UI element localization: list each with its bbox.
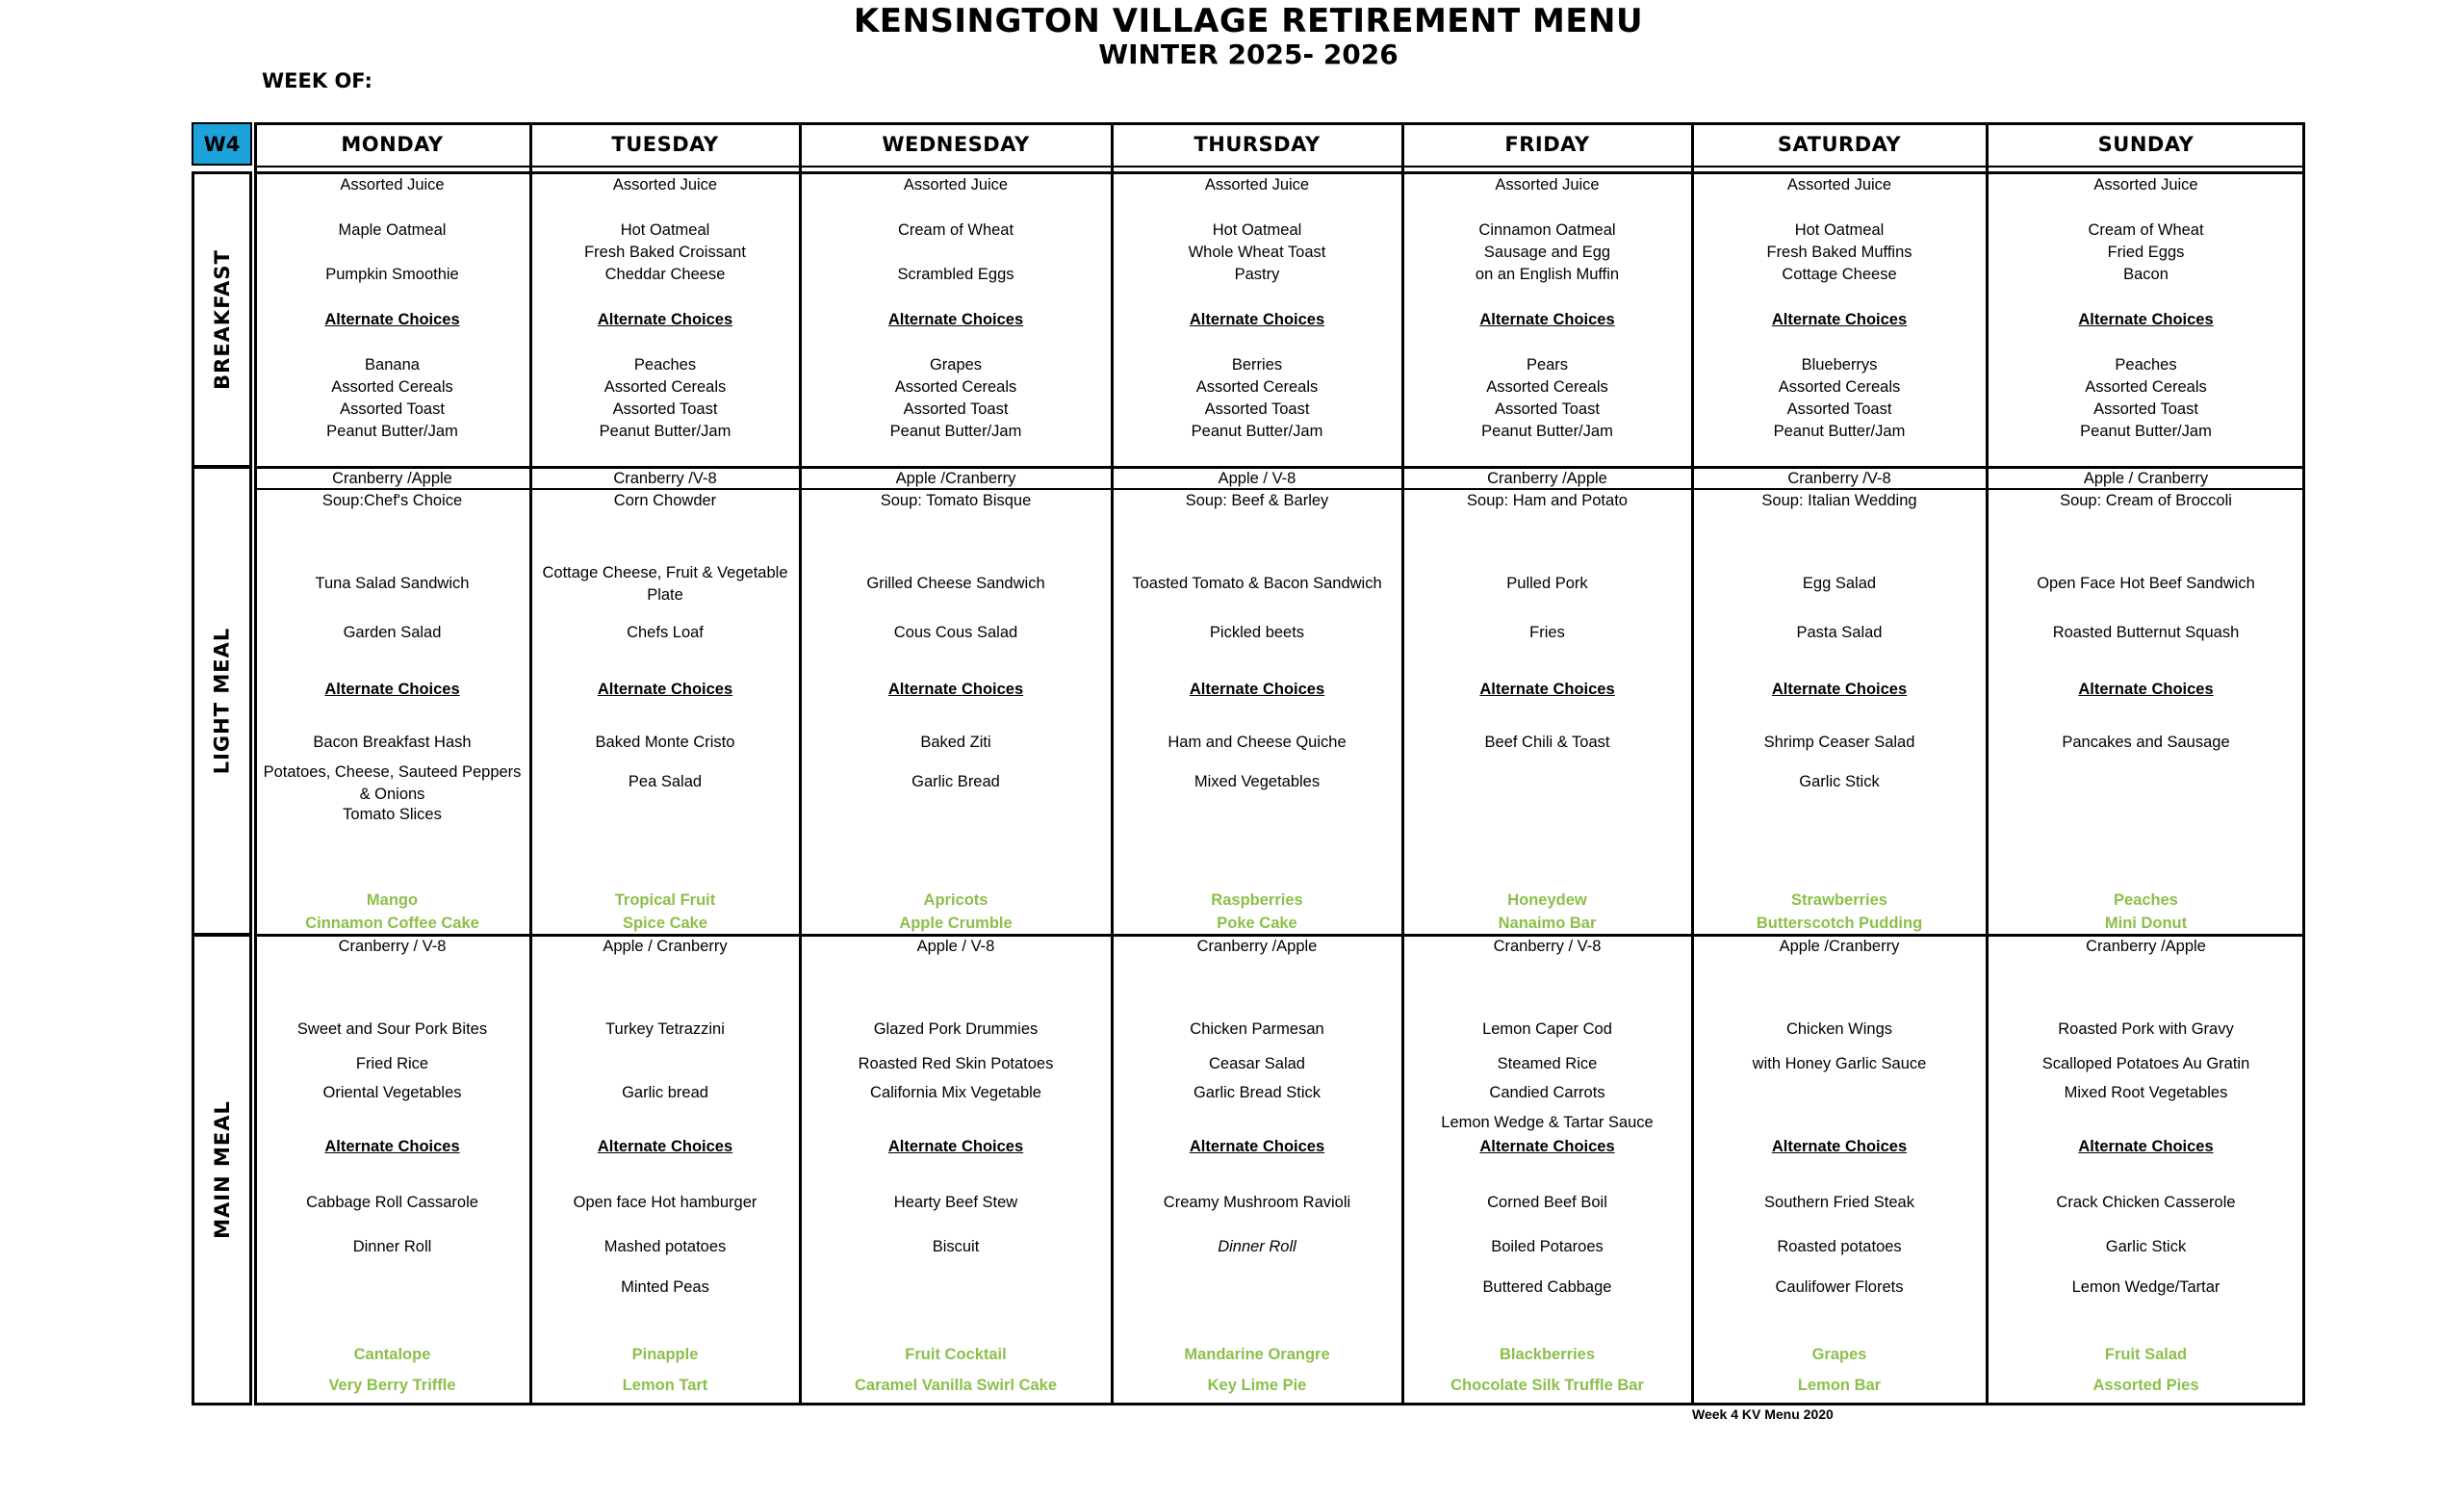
light-item: Pickled beets	[1209, 624, 1305, 641]
column-divider	[1111, 122, 1114, 1406]
column-divider	[529, 122, 532, 1406]
light-alt-item: Baked Ziti	[920, 734, 991, 751]
breakfast-alt-item: Peanut Butter/Jam	[599, 423, 732, 440]
main-item: Roasted Pork with Gravy	[2058, 1020, 2234, 1038]
light-dessert: Mini Donut	[2104, 915, 2188, 932]
light-item: Cottage Cheese, Fruit & Vegetable Plate	[542, 564, 788, 604]
main-item: with Honey Garlic Sauce	[1752, 1055, 1927, 1072]
main-drink: Apple / Cranberry	[603, 938, 728, 955]
light-item: Tuna Salad Sandwich	[315, 575, 470, 592]
day-header-monday: MONDAY	[341, 132, 444, 156]
main-dessert: Assorted Pies	[2092, 1377, 2199, 1394]
menu-title: KENSINGTON VILLAGE RETIREMENT MENU	[853, 2, 1644, 40]
main-dessert: Caramel Vanilla Swirl Cake	[854, 1377, 1058, 1394]
main-item: Chicken Wings	[1785, 1020, 1893, 1038]
breakfast-alt-item: Peanut Butter/Jam	[2080, 423, 2212, 440]
light-soup: Soup: Cream of Broccoli	[2060, 492, 2232, 509]
day-header-saturday: SATURDAY	[1777, 132, 1902, 156]
main-dessert: Lemon Bar	[1797, 1377, 1882, 1394]
main-item: Garlic bread	[622, 1084, 708, 1101]
light-alt-item: Pea Salad	[628, 773, 703, 790]
alternate-choices-heading: Alternate Choices	[887, 681, 1024, 698]
breakfast-juice: Assorted Juice	[1495, 176, 1600, 193]
column-divider	[1986, 122, 1989, 1406]
breakfast-alt-item: Peanut Butter/Jam	[889, 423, 1022, 440]
breakfast-alt-item: Assorted Cereals	[1778, 378, 1901, 396]
breakfast-item: Fried Eggs	[2107, 244, 2185, 261]
light-soup: Soup:Chef's Choice	[321, 492, 463, 509]
breakfast-item: Cottage Cheese	[1782, 266, 1897, 283]
breakfast-alt-item: Assorted Toast	[1495, 400, 1600, 418]
breakfast-juice: Assorted Juice	[1786, 176, 1892, 193]
alternate-choices-heading: Alternate Choices	[324, 311, 460, 328]
light-alt-item: Ham and Cheese Quiche	[1168, 734, 1347, 751]
light-alt-item: Baked Monte Cristo	[595, 734, 735, 751]
light-drink: Apple /Cranberry	[895, 470, 1016, 487]
breakfast-item: Cheddar Cheese	[604, 266, 726, 283]
week-badge: W4	[192, 122, 252, 166]
breakfast-item: Fresh Baked Croissant	[584, 244, 746, 261]
light-item: Fries	[1529, 624, 1565, 641]
main-item: Oriental Vegetables	[322, 1084, 462, 1101]
light-item: Pasta Salad	[1796, 624, 1883, 641]
column-divider	[799, 122, 802, 1406]
breakfast-alt-item: Peanut Butter/Jam	[1773, 423, 1906, 440]
light-item: Garden Salad	[343, 624, 442, 641]
breakfast-alt-item: Assorted Toast	[2093, 400, 2198, 418]
alternate-choices-heading: Alternate Choices	[597, 1138, 733, 1155]
breakfast-item: Scrambled Eggs	[897, 266, 1014, 283]
light-item: Grilled Cheese Sandwich	[866, 575, 1045, 592]
breakfast-alt-item: Assorted Toast	[1204, 400, 1310, 418]
alternate-choices-heading: Alternate Choices	[2078, 681, 2214, 698]
breakfast-item: Cinnamon Oatmeal	[1478, 221, 1616, 239]
light-dessert: Apple Crumble	[899, 915, 1013, 932]
main-fruit: Blackberries	[1499, 1346, 1596, 1363]
breakfast-alt-item: Peanut Butter/Jam	[1191, 423, 1323, 440]
breakfast-item: Hot Oatmeal	[1794, 221, 1885, 239]
main-drink: Cranberry / V-8	[1493, 938, 1602, 955]
breakfast-item: Cream of Wheat	[2088, 221, 2204, 239]
breakfast-alt-item: Assorted Cereals	[603, 378, 727, 396]
main-item: Mixed Root Vegetables	[2064, 1084, 2228, 1101]
main-drink: Apple /Cranberry	[1779, 938, 1900, 955]
main-fruit: Mandarine Orangre	[1184, 1346, 1330, 1363]
light-item: Roasted Butternut Squash	[2052, 624, 2240, 641]
light-drink: Cranberry /V-8	[613, 470, 717, 487]
light-dessert: Butterscotch Pudding	[1756, 915, 1923, 932]
light-fruit: Strawberries	[1791, 891, 1887, 909]
breakfast-alt-item: Peaches	[2115, 356, 2177, 374]
breakfast-item: Pumpkin Smoothie	[325, 266, 459, 283]
breakfast-item: Pastry	[1234, 266, 1280, 283]
main-alt-item: Boiled Potaroes	[1491, 1238, 1604, 1255]
breakfast-alt-item: Assorted Cereals	[1195, 378, 1319, 396]
alternate-choices-heading: Alternate Choices	[1189, 311, 1325, 328]
light-meal-section-label: LIGHT MEAL	[210, 627, 234, 775]
main-alt-item: Lemon Wedge/Tartar	[2071, 1278, 2220, 1296]
breakfast-alt-item: Berries	[1231, 356, 1283, 374]
light-fruit: Apricots	[923, 891, 988, 909]
light-item: Chefs Loaf	[627, 624, 704, 641]
main-fruit: Pinapple	[631, 1346, 699, 1363]
light-alt-item: Beef Chili & Toast	[1484, 734, 1610, 751]
main-alt-item: Cabbage Roll Cassarole	[306, 1194, 478, 1211]
day-header-sunday: SUNDAY	[2097, 132, 2194, 156]
main-alt-item: Dinner Roll	[1218, 1238, 1296, 1255]
light-alt-item: Pancakes and Sausage	[2062, 734, 2230, 751]
main-alt-item: Mashed potatoes	[603, 1238, 727, 1255]
main-dessert: Key Lime Pie	[1207, 1377, 1307, 1394]
light-alt-item: Bacon Breakfast Hash	[313, 734, 472, 751]
main-item: Candied Carrots	[1489, 1084, 1605, 1101]
alternate-choices-heading: Alternate Choices	[1771, 311, 1908, 328]
light-item: Cous Cous Salad	[893, 624, 1018, 641]
light-fruit: Raspberries	[1211, 891, 1303, 909]
main-item: Lemon Wedge & Tartar Sauce	[1441, 1114, 1654, 1131]
main-alt-item: Biscuit	[932, 1238, 980, 1255]
alternate-choices-heading: Alternate Choices	[597, 311, 733, 328]
breakfast-alt-item: Grapes	[929, 356, 983, 374]
main-dessert: Very Berry Triffle	[328, 1377, 456, 1394]
alternate-choices-heading: Alternate Choices	[597, 681, 733, 698]
breakfast-juice: Assorted Juice	[903, 176, 1009, 193]
breakfast-item: Fresh Baked Muffins	[1766, 244, 1912, 261]
main-alt-item: Dinner Roll	[352, 1238, 432, 1255]
breakfast-item: Hot Oatmeal	[620, 221, 710, 239]
day-header-wednesday: WEDNESDAY	[882, 132, 1030, 156]
main-fruit: Fruit Salad	[2104, 1346, 2188, 1363]
menu-season: WINTER 2025- 2026	[1098, 39, 1399, 70]
main-drink: Cranberry /Apple	[2086, 938, 2206, 955]
light-item: Open Face Hot Beef Sandwich	[2037, 575, 2255, 592]
main-item: Steamed Rice	[1497, 1055, 1598, 1072]
breakfast-alt-item: Assorted Toast	[612, 400, 718, 418]
alternate-choices-heading: Alternate Choices	[1771, 681, 1908, 698]
light-alt-item: Mixed Vegetables	[1194, 773, 1321, 790]
main-drink: Apple / V-8	[916, 938, 995, 955]
light-fruit: Tropical Fruit	[614, 891, 716, 909]
main-alt-item: Caulifower Florets	[1775, 1278, 1904, 1296]
breakfast-alt-item: Assorted Cereals	[1486, 378, 1608, 396]
alternate-choices-heading: Alternate Choices	[887, 311, 1024, 328]
breakfast-alt-item: Assorted Cereals	[2085, 378, 2207, 396]
main-alt-item: Buttered Cabbage	[1482, 1278, 1612, 1296]
main-alt-item: Southern Fried Steak	[1764, 1194, 1914, 1211]
footer-note: Week 4 KV Menu 2020	[1692, 1406, 1834, 1422]
column-divider	[1691, 122, 1694, 1406]
light-dessert: Poke Cake	[1217, 915, 1297, 932]
main-alt-item: Creamy Mushroom Ravioli	[1163, 1194, 1351, 1211]
breakfast-juice: Assorted Juice	[1204, 176, 1310, 193]
main-fruit: Fruit Cocktail	[905, 1346, 1007, 1363]
light-dessert: Cinnamon Coffee Cake	[305, 915, 479, 932]
breakfast-item: Maple Oatmeal	[338, 221, 447, 239]
alternate-choices-heading: Alternate Choices	[1189, 681, 1325, 698]
main-dessert: Lemon Tart	[622, 1377, 708, 1394]
light-alt-item: Garlic Stick	[1799, 773, 1880, 790]
breakfast-juice: Assorted Juice	[340, 176, 445, 193]
main-meal-section-label: MAIN MEAL	[210, 1100, 234, 1239]
breakfast-juice: Assorted Juice	[2093, 176, 2198, 193]
light-soup: Soup: Tomato Bisque	[880, 492, 1032, 509]
light-item: Egg Salad	[1802, 575, 1877, 592]
light-soup: Soup: Ham and Potato	[1467, 492, 1628, 509]
main-item: Scalloped Potatoes Au Gratin	[2041, 1055, 2250, 1072]
light-alt-item: Garlic Bread	[911, 773, 1000, 790]
light-fruit: Peaches	[2114, 891, 2178, 909]
main-item: Ceasar Salad	[1209, 1055, 1305, 1072]
breakfast-item: Hot Oatmeal	[1212, 221, 1302, 239]
alternate-choices-heading: Alternate Choices	[1479, 311, 1615, 328]
breakfast-alt-item: Peanut Butter/Jam	[326, 423, 458, 440]
main-item: Sweet and Sour Pork Bites	[296, 1020, 488, 1038]
alternate-choices-heading: Alternate Choices	[2078, 1138, 2214, 1155]
light-drink: Cranberry /V-8	[1787, 470, 1891, 487]
light-alt-item: Potatoes, Cheese, Sauteed Peppers & Onions	[263, 763, 522, 803]
main-item: California Mix Vegetable	[870, 1084, 1041, 1101]
alternate-choices-heading: Alternate Choices	[887, 1138, 1024, 1155]
light-item: Pulled Pork	[1506, 575, 1588, 592]
main-dessert: Chocolate Silk Truffle Bar	[1450, 1377, 1644, 1394]
breakfast-alt-item: Banana	[365, 356, 420, 374]
main-item: Glazed Pork Drummies	[873, 1020, 1039, 1038]
main-alt-item: Hearty Beef Stew	[893, 1194, 1018, 1211]
breakfast-alt-item: Blueberrys	[1801, 356, 1878, 374]
breakfast-alt-item: Peaches	[633, 356, 697, 374]
alternate-choices-heading: Alternate Choices	[1479, 1138, 1615, 1155]
main-alt-item: Crack Chicken Casserole	[2056, 1194, 2236, 1211]
breakfast-item: Sausage and Egg	[1483, 244, 1611, 261]
light-drink: Apple / V-8	[1218, 470, 1296, 487]
light-drink: Apple / Cranberry	[2083, 470, 2209, 487]
alternate-choices-heading: Alternate Choices	[2078, 311, 2214, 328]
light-dessert: Nanaimo Bar	[1498, 915, 1597, 932]
breakfast-alt-item: Assorted Cereals	[894, 378, 1017, 396]
main-alt-item: Corned Beef Boil	[1487, 1194, 1607, 1211]
main-fruit: Grapes	[1811, 1346, 1867, 1363]
breakfast-juice: Assorted Juice	[612, 176, 718, 193]
main-alt-item: Minted Peas	[621, 1278, 709, 1296]
light-soup: Soup: Beef & Barley	[1185, 492, 1329, 509]
main-drink: Cranberry / V-8	[338, 938, 447, 955]
breakfast-section-label: BREAKFAST	[210, 249, 234, 390]
week-of-label: WEEK OF:	[262, 69, 372, 92]
light-fruit: Honeydew	[1507, 891, 1587, 909]
alternate-choices-heading: Alternate Choices	[1479, 681, 1615, 698]
day-header-thursday: THURSDAY	[1194, 132, 1321, 156]
breakfast-alt-item: Assorted Toast	[903, 400, 1009, 418]
breakfast-item: Bacon	[2123, 266, 2169, 283]
main-alt-item: Roasted potatoes	[1777, 1238, 1902, 1255]
light-dessert: Spice Cake	[622, 915, 708, 932]
light-fruit: Mango	[366, 891, 419, 909]
breakfast-alt-item: Assorted Toast	[1786, 400, 1892, 418]
main-fruit: Cantalope	[353, 1346, 431, 1363]
main-item: Lemon Caper Cod	[1482, 1020, 1612, 1038]
main-alt-item: Garlic Stick	[2105, 1238, 2187, 1255]
alternate-choices-heading: Alternate Choices	[324, 1138, 460, 1155]
column-divider	[1401, 122, 1404, 1406]
day-header-friday: FRIDAY	[1504, 132, 1590, 156]
alternate-choices-heading: Alternate Choices	[1771, 1138, 1908, 1155]
light-soup: Soup: Italian Wedding	[1761, 492, 1917, 509]
breakfast-alt-item: Pears	[1526, 356, 1569, 374]
main-item: Fried Rice	[355, 1055, 429, 1072]
light-item: Toasted Tomato & Bacon Sandwich	[1132, 575, 1382, 592]
breakfast-item: Cream of Wheat	[897, 221, 1014, 239]
breakfast-item: Whole Wheat Toast	[1188, 244, 1326, 261]
light-soup: Corn Chowder	[613, 492, 717, 509]
main-alt-item: Open face Hot hamburger	[573, 1194, 757, 1211]
light-alt-item: Shrimp Ceaser Salad	[1763, 734, 1915, 751]
day-header-tuesday: TUESDAY	[611, 132, 719, 156]
breakfast-alt-item: Assorted Toast	[340, 400, 445, 418]
breakfast-alt-item: Peanut Butter/Jam	[1481, 423, 1613, 440]
light-drink: Cranberry /Apple	[1487, 470, 1607, 487]
light-drink: Cranberry /Apple	[332, 470, 452, 487]
main-item: Garlic Bread Stick	[1193, 1084, 1322, 1101]
main-item: Roasted Red Skin Potatoes	[858, 1055, 1054, 1072]
main-item: Chicken Parmesan	[1190, 1020, 1324, 1038]
main-drink: Cranberry /Apple	[1196, 938, 1318, 955]
alternate-choices-heading: Alternate Choices	[324, 681, 460, 698]
row-divider	[254, 166, 2305, 168]
breakfast-item: on an English Muffin	[1475, 266, 1620, 283]
breakfast-alt-item: Assorted Cereals	[331, 378, 453, 396]
alternate-choices-heading: Alternate Choices	[1189, 1138, 1325, 1155]
light-alt-item: Tomato Slices	[343, 806, 442, 823]
main-item: Turkey Tetrazzini	[605, 1020, 725, 1038]
